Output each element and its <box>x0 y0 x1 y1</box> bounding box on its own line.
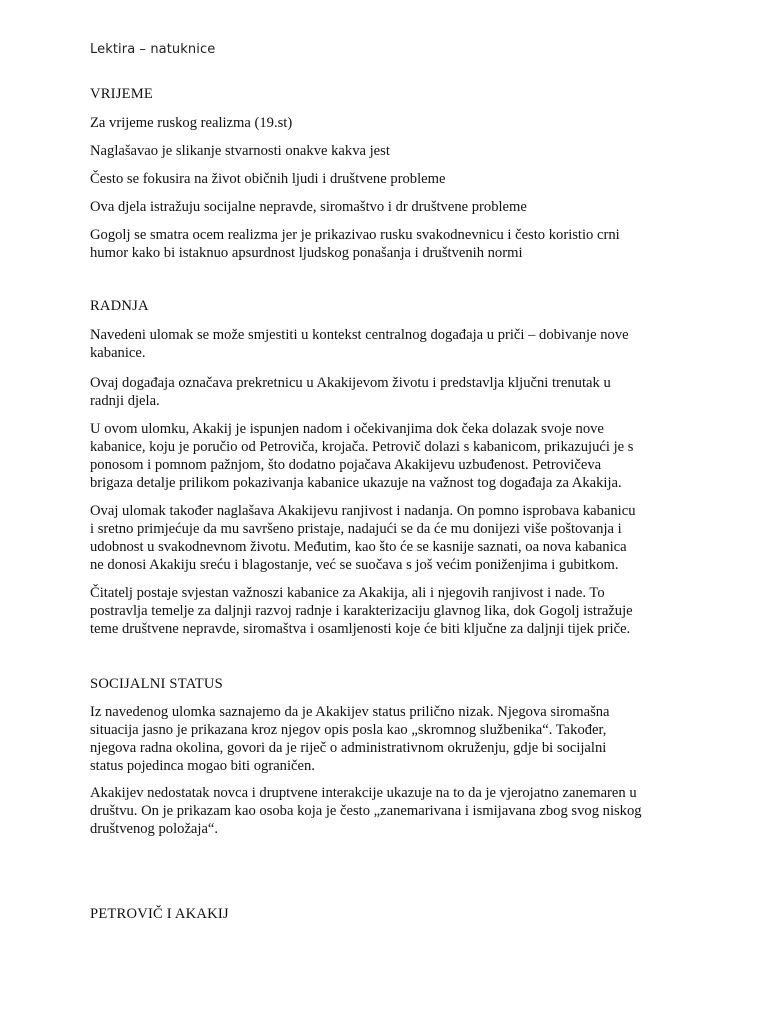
paragraph <box>90 703 690 775</box>
text-line: situacija jasno je prikazana kroz njegov opis posla kao „skromnog službenika“. Također, <box>90 722 607 738</box>
text-line: Ovaj ulomak također naglašava Akakijevu ranjivost i nadanja. On pomno isprobava kabanicu <box>90 503 636 519</box>
text-line: status pojedinca mogao biti ograničen. <box>90 758 315 774</box>
paragraph: Često se fokusira na život običnih ljudi i društvene probleme <box>90 171 446 187</box>
text-line: udobnost u svakodnevnom životu. Međutim, kao što će se kasnije saznati, oa nova kabanica <box>90 539 627 555</box>
paragraph: Naglašavao je slikanje stvarnosti onakve kakva jest <box>90 143 390 159</box>
text-line: Čitatelj postaje svjestan važnoszi kabanice za Akakija, ali i njegovih ranjivost i nade. To <box>90 585 605 601</box>
text-line: Iz navedenog ulomka saznajemo da je Akakijev status prilično nizak. Njegova siromašna <box>90 704 610 720</box>
paragraph <box>90 584 690 638</box>
text-line: kabanice, koju je poručio od Petroviča, krojača. Petrovič dolazi s kabanicom, prikazujući je s <box>90 439 634 455</box>
text-line: Navedeni ulomak se može smjestiti u kontekst centralnog događaja u priči – dobivanje nove <box>90 327 629 343</box>
section-heading-socijalni-status: SOCIJALNI STATUS <box>90 676 223 692</box>
paragraph <box>90 374 690 410</box>
text-line: ne donosi Akakiju sreću i blagostanje, već se suočava s još većim poniženjima i gubitkom. <box>90 557 619 573</box>
text-line: Gogolj se smatra ocem realizma jer je prikazivao rusku svakodnevnicu i često koristio crni <box>90 227 620 243</box>
text-line: društvu. On je prikazam kao osoba koja je često „zanemarivana i ismijavana zbog svog niskog <box>90 803 642 819</box>
paragraph: Ova djela istražuju socijalne nepravde, siromaštvo i dr društvene probleme <box>90 199 527 215</box>
page-header: Lektira – natuknice <box>90 42 216 57</box>
paragraph <box>90 784 690 838</box>
text-line: i sretno primjećuje da mu savršeno pristaje, nadajući se da će mu donijezi više poštovanja i <box>90 521 622 537</box>
text-line: Akakijev nedostatak novca i druptvene interakcije ukazuje na to da je vjerojatno zanemaren u <box>90 785 637 801</box>
section-heading-petrovic-i-akakij: PETROVIČ I AKAKIJ <box>90 906 229 922</box>
paragraph <box>90 226 690 262</box>
text-line: Ovaj događaja označava prekretnicu u Akakijevom životu i predstavlja ključni trenutak u <box>90 375 611 391</box>
text-line: ponosom i pomnom pažnjom, što dodatno pojačava Akakijevu uzbuđenost. Petrovičeva <box>90 457 602 473</box>
paragraph: Za vrijeme ruskog realizma (19.st) <box>90 115 293 131</box>
text-line: postravlja temelje za daljnji razvoj radnje i karakterizaciju glavnog lika, dok Gogolj istražuje <box>90 603 633 619</box>
text-line: njegova radna okolina, govori da je riječ o administrativnom okruženju, gdje bi socijalni <box>90 740 607 756</box>
paragraph <box>90 502 690 574</box>
paragraph <box>90 420 690 492</box>
text-line: radnji djela. <box>90 393 160 409</box>
text-line: društvenog položaja“. <box>90 821 219 837</box>
text-line: humor kako bi istaknuo apsurdnost ljudskog ponašanja i društvenih normi <box>90 245 523 261</box>
text-line: kabanice. <box>90 345 146 361</box>
text-line: teme društvene nepravde, siromaštva i osamljenosti koje će biti ključne za daljnji tijek priče. <box>90 621 631 637</box>
text-line: brigaza detalje prilikom pokazivanja kabanice ukazuje na važnost tog događaja za Akakija. <box>90 475 622 491</box>
paragraph <box>90 326 690 362</box>
text-line: U ovom ulomku, Akakij je ispunjen nadom i očekivanjima dok čeka dolazak svoje nove <box>90 421 604 437</box>
section-heading-vrijeme: VRIJEME <box>90 86 154 102</box>
section-heading-radnja: RADNJA <box>90 298 149 314</box>
